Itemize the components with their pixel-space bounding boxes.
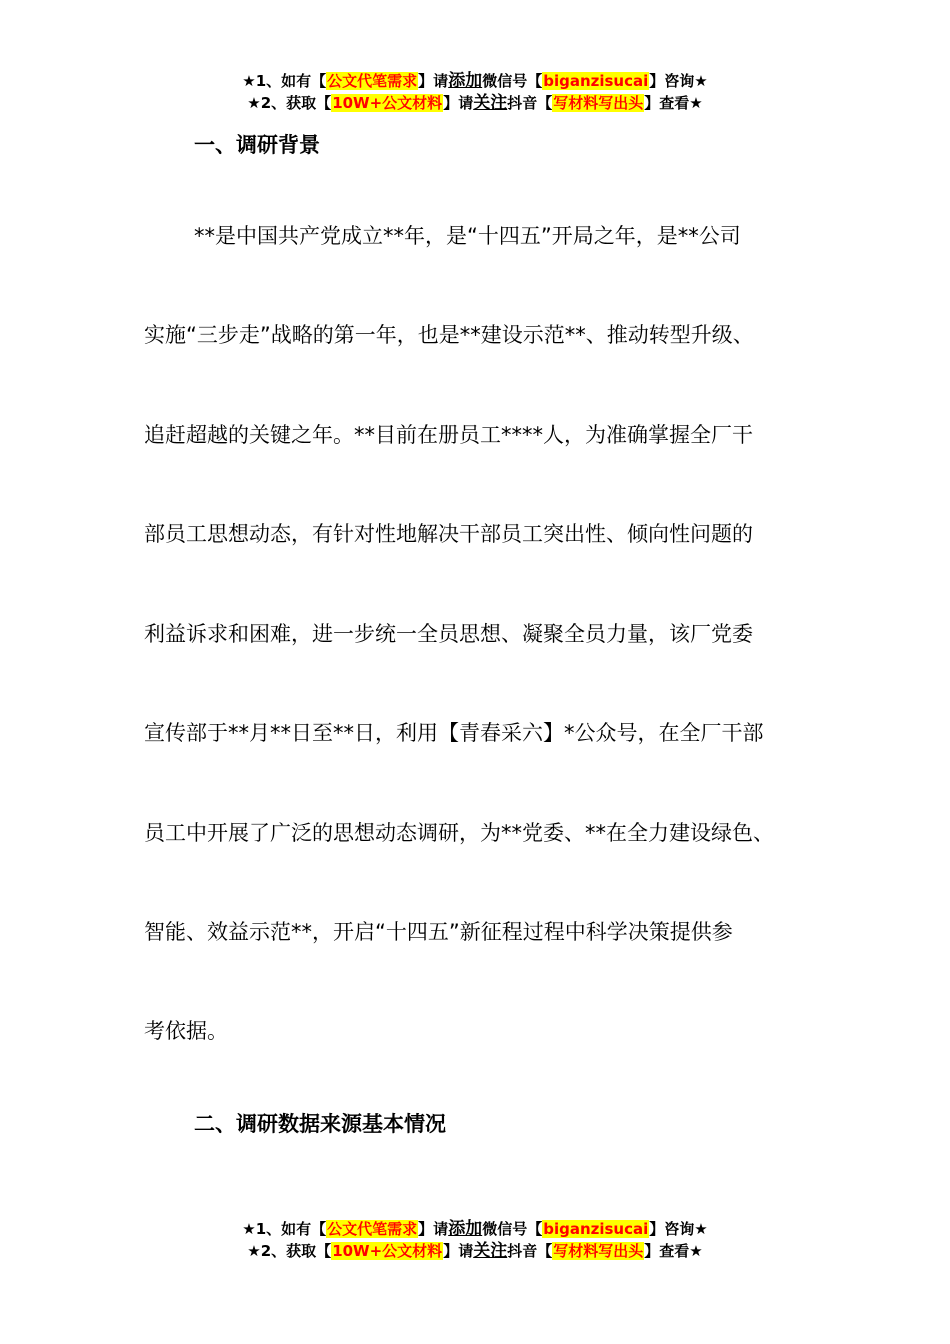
banner-text: 】请: [418, 1220, 449, 1238]
banner-text: 】请: [443, 94, 474, 112]
banner-text: ★2、获取【: [247, 94, 332, 112]
banner-text: 微信号【: [482, 72, 543, 90]
banner-line-1: [0, 70, 950, 92]
paragraph-line: 追赶超越的关键之年。**目前在册员工****人，为准确掌握全厂干: [144, 423, 753, 447]
banner-text: 】查看★: [644, 94, 703, 112]
paragraph-line: 考依据。: [144, 1019, 228, 1043]
banner-highlight: biganzisucai: [543, 1220, 649, 1238]
banner-text: 抖音【: [507, 94, 553, 112]
banner-line-1: [0, 1218, 950, 1240]
banner-text: ★1、如有【: [242, 1220, 327, 1238]
banner-highlight: 写材料写出头: [553, 94, 644, 112]
banner-highlight: 公文代笔需求: [327, 72, 418, 90]
banner-text: 】咨询★: [649, 1220, 708, 1238]
banner-text: 】查看★: [644, 1242, 703, 1260]
banner-text: 微信号【: [482, 1220, 543, 1238]
banner-text: 抖音【: [507, 1242, 553, 1260]
banner-highlight: 10W+公文材料: [332, 1242, 443, 1260]
paragraph-line: **是中国共产党成立**年，是“十四五”开局之年，是**公司: [194, 224, 741, 248]
banner-line-2: [0, 92, 950, 114]
banner-highlight: 10W+公文材料: [332, 94, 443, 112]
section-heading-1: 一、调研背景: [194, 133, 320, 157]
banner-highlight: 写材料写出头: [553, 1242, 644, 1260]
banner-line-2: [0, 1240, 950, 1262]
banner-highlight: biganzisucai: [543, 72, 649, 90]
paragraph-line: 员工中开展了广泛的思想动态调研，为**党委、**在全力建设绿色、: [144, 821, 774, 845]
paragraph-line: 部员工思想动态，有针对性地解决干部员工突出性、倾向性问题的: [144, 522, 753, 546]
paragraph-line: 智能、效益示范**，开启“十四五”新征程过程中科学决策提供参: [144, 920, 733, 944]
banner-text: ★2、获取【: [247, 1242, 332, 1260]
banner-emphasis: 关注: [473, 93, 508, 113]
bottom-banner: [0, 1218, 950, 1262]
banner-text: 】请: [443, 1242, 474, 1260]
banner-text: 】请: [418, 72, 449, 90]
banner-text: 】咨询★: [649, 72, 708, 90]
banner-emphasis: 关注: [473, 1241, 508, 1261]
paragraph-line: 宣传部于**月**日至**日，利用【青春采六】*公众号，在全厂干部: [144, 721, 764, 745]
top-banner: [0, 70, 950, 114]
section-heading-2: 二、调研数据来源基本情况: [194, 1112, 446, 1136]
banner-text: ★1、如有【: [242, 72, 327, 90]
paragraph-line: 实施“三步走”战略的第一年，也是**建设示范**、推动转型升级、: [144, 323, 754, 347]
banner-emphasis: 添加: [448, 1219, 483, 1239]
banner-emphasis: 添加: [448, 71, 483, 91]
banner-highlight: 公文代笔需求: [327, 1220, 418, 1238]
paragraph-line: 利益诉求和困难，进一步统一全员思想、凝聚全员力量，该厂党委: [144, 622, 753, 646]
